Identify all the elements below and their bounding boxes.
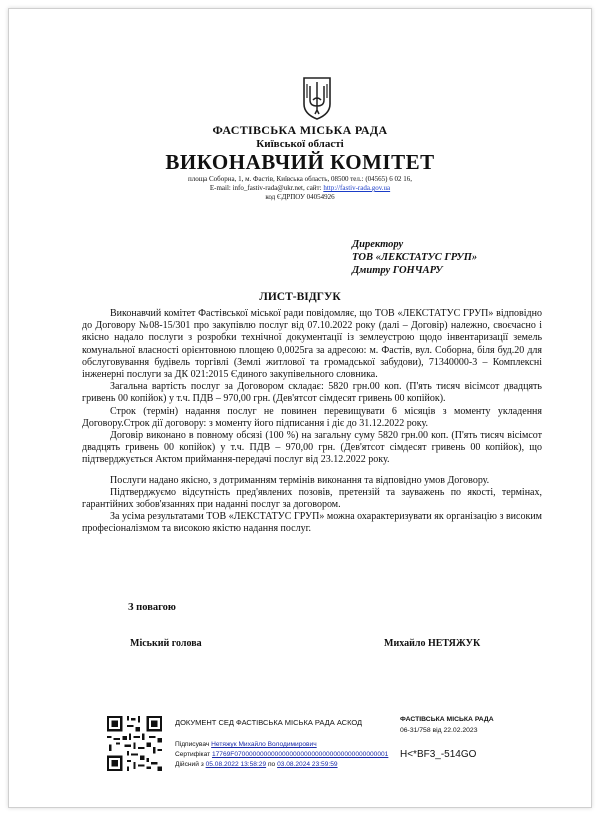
region-name: Київської області <box>256 138 344 150</box>
doc-system-label: ДОКУМЕНТ СЕД ФАСТІВСЬКА МІСЬКА РАДА АСКОД <box>175 718 363 727</box>
body-paragraph: Підтверджуємо відсутність пред'явлених позовів, претензій та зауважень по якості, термінах, гарантійних зобов'язаннях при наданні послуг за договором. <box>82 486 542 511</box>
registration-number: 06-31/758 від 22.02.2023 <box>400 727 478 734</box>
trident-coat-of-arms-icon <box>302 76 332 120</box>
signatory-name: Михайло НЕТЯЖУК <box>384 638 481 649</box>
email-text: E-mail: info_fastiv-rada@ukr.net, сайт: <box>209 184 324 192</box>
valid-to-label: по <box>267 761 276 768</box>
recipient-name: Дмитру ГОНЧАРУ <box>352 265 443 276</box>
body-paragraph: Виконавчий комітет Фастівської міської ради повідомляє, що ТОВ «ЛЕКСТАТУС ГРУП» відповідно до Договору №08-15/301 про закупівлю послуг від 07.10.2022 року (далі – Договір) належно, своєчасно і якісно надало послуги з розробки технічної документації із землеустрою щодо інвентаризації земель комунальної власності орієнтовною площею 0,0025га за адресою: м. Фастів, вул. Соборна, біля буд.20 для обслуговування будівель торгівлі (Землі житлової та громадської забудови), 71340000-3 – Комплексні інженерні послуги за ДК 021:2015 Єдиного закупівельного словника. <box>82 308 542 381</box>
signer-line <box>175 741 317 748</box>
body-paragraph: Загальна вартість послуг за Договором складає: 5820 грн.00 коп. (П'ять тисяч вісімсот двадцять гривень 00 копійок) у т.ч. ПДВ – 970,00 грн. (Дев'ятсот сімдесят гривень 00 копійок). <box>82 381 542 405</box>
valid-from: 05.08.2022 13:58:29 <box>205 761 267 768</box>
recipient-position: Директору <box>352 239 404 250</box>
cert-number: 17769F070000000000000000000000000000000000000001 <box>211 751 389 758</box>
certificate-line <box>175 751 388 758</box>
recipient-company: ТОВ «ЛЕКСТАТУС ГРУП» <box>352 252 478 263</box>
site-link[interactable]: http://fastiv-rada.gov.ua <box>323 184 391 192</box>
signer-name: Нетяжук Михайло Володимирович <box>211 741 317 748</box>
council-name: ФАСТІВСЬКА МІСЬКА РАДА <box>212 123 388 137</box>
cert-label: Сертифікат <box>175 751 211 758</box>
valid-from-label: Дійсний з <box>175 761 204 768</box>
body-paragraph: Строк (термін) надання послуг не повинен перевищувати 6 місяців з моменту укладення Договору.Строк дії договору: з моменту його підписання і діє до 31.12.2022 року. <box>82 405 542 429</box>
registration-org: ФАСТІВСЬКА МІСЬКА РАДА <box>400 716 494 723</box>
committee-name: ВИКОНАВЧИЙ КОМІТЕТ <box>165 150 435 174</box>
signatory-position: Міський голова <box>130 638 202 649</box>
body-paragraph: За усіма результатами ТОВ «ЛЕКСТАТУС ГРУП» можна охарактеризувати як організацію з високим професіоналізмом та високою якістю надання послуг. <box>82 511 542 535</box>
contact-line <box>0 184 600 193</box>
qr-code-icon <box>107 716 162 771</box>
edrpou-code: код ЄДРПОУ 04054926 <box>265 193 335 201</box>
body-paragraph: Договір виконано в повному обсязі (100 %) на загальну суму 5820 грн.00 коп. (П'ять тисяч вісімсот двадцять гривень 00 копійок) у т.ч. ПДВ – 970,00 грн. (Дев'ятсот сімдесят гривень 00 копійок), що підтверджується Актом приймання-передачі послуг від 23.12.2022 року. <box>82 430 542 466</box>
body-paragraph: Послуги надано якісно, з дотриманням термінів виконання та відповідно умов Договору. <box>110 474 490 486</box>
letter-title: ЛИСТ-ВІДГУК <box>259 291 341 303</box>
document-code: Н<*ВF3_-514GO <box>400 749 477 760</box>
signer-label: Підписувач <box>175 741 210 748</box>
address-line: площа Соборна, 1, м. Фастів, Київська область, 08500 тел.: (04565) 6 02 16, <box>188 175 412 183</box>
validity-line <box>175 761 338 768</box>
valid-to: 03.08.2024 23:59:59 <box>277 761 338 768</box>
letter-body <box>82 308 542 536</box>
closing-regards: З повагою <box>128 602 176 613</box>
